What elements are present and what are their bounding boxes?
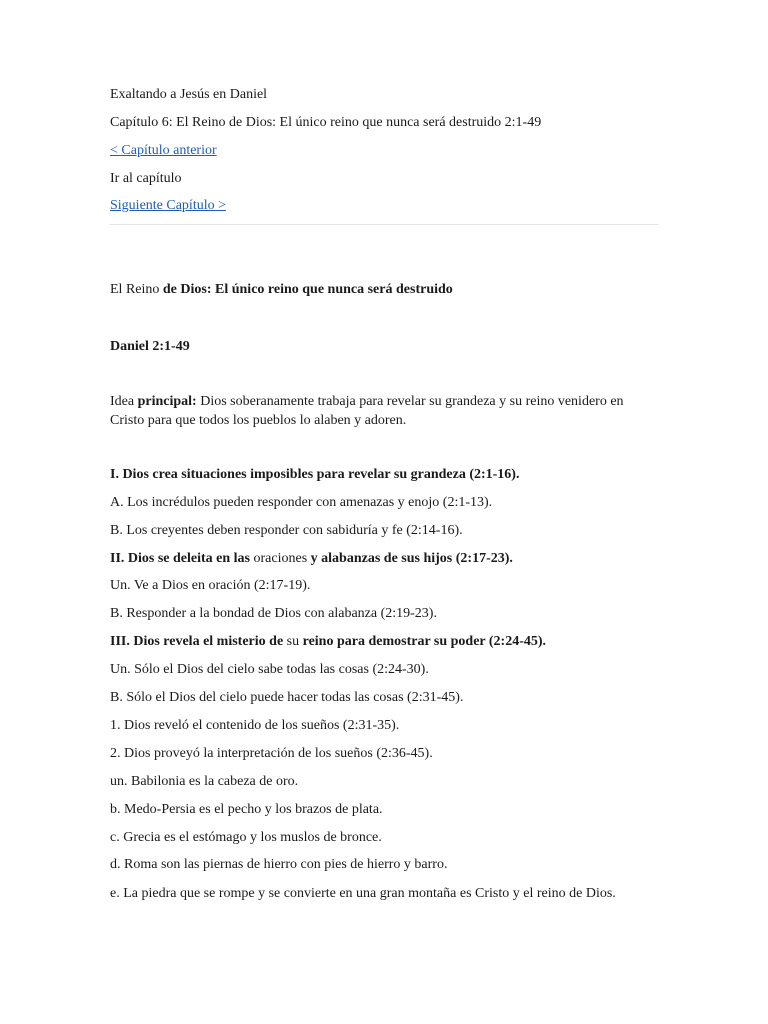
- goto-chapter-label: Ir al capítulo: [110, 171, 182, 186]
- outline-item-e: e. La piedra que se rompe y se convierte en una gran montaña es Cristo y el reino de Dios.: [110, 886, 616, 901]
- outline-point-3-part2: su: [286, 634, 300, 649]
- outline-point-2-part2: oraciones: [253, 551, 308, 566]
- main-idea-label-bold: principal:: [137, 394, 197, 409]
- outline-point-1: [110, 466, 519, 484]
- outline-point-2: [110, 550, 513, 568]
- outline-point-2-part3: y alabanzas de sus hijos (2:17-23).: [310, 551, 513, 566]
- sermon-title: [110, 281, 453, 299]
- sermon-title-bold: de Dios: El único reino que nunca será destruido: [162, 282, 453, 297]
- outline-point-2a: Un. Ve a Dios en oración (2:17-19).: [110, 578, 311, 593]
- outline-item-b: b. Medo-Persia es el pecho y los brazos de plata.: [110, 802, 383, 817]
- outline-point-3-part1: III. Dios revela el misterio de: [110, 634, 284, 649]
- outline-item-a: un. Babilonia es la cabeza de oro.: [110, 774, 299, 789]
- next-chapter-link[interactable]: Siguiente Capítulo >: [110, 198, 226, 213]
- passage-reference: [110, 338, 190, 356]
- outline-point-1b: B. Los creyentes deben responder con sabiduría y fe (2:14-16).: [110, 523, 463, 538]
- header-divider: [110, 224, 658, 225]
- outline-item-d: d. Roma son las piernas de hierro con pies de hierro y barro.: [110, 857, 448, 872]
- outline-point-2b: B. Responder a la bondad de Dios con alabanza (2:19-23).: [110, 606, 437, 621]
- outline-point-2-part1: II. Dios se deleita en las: [110, 551, 250, 566]
- outline-point-3: [110, 633, 546, 651]
- book-title: Exaltando a Jesús en Daniel: [110, 87, 268, 102]
- chapter-title: Capítulo 6: El Reino de Dios: El único reino que nunca será destruido 2:1-49: [110, 115, 542, 130]
- outline-item-c: c. Grecia es el estómago y los muslos de bronce.: [110, 830, 382, 845]
- outline-point-3-part3: reino para demostrar su poder (2:24-45).: [302, 634, 547, 649]
- main-idea-text: Dios soberanamente trabaja para revelar su grandeza y su reino venidero en Cristo para que todos los pueblos lo alaben y adoren.: [110, 394, 624, 428]
- passage-text: Daniel 2:1-49: [110, 339, 190, 354]
- main-idea-label-normal: Idea: [110, 394, 135, 409]
- previous-chapter-link[interactable]: < Capítulo anterior: [110, 143, 217, 158]
- sermon-title-normal: El Reino: [110, 282, 160, 297]
- outline-point-1-text: I. Dios crea situaciones imposibles para revelar su grandeza (2:1-16).: [110, 467, 520, 482]
- main-idea: [110, 392, 640, 430]
- outline-point-1a: A. Los incrédulos pueden responder con amenazas y enojo (2:1-13).: [110, 495, 493, 510]
- outline-sub-2: 2. Dios proveyó la interpretación de los sueños (2:36-45).: [110, 746, 433, 761]
- outline-sub-1: 1. Dios reveló el contenido de los sueños (2:31-35).: [110, 718, 400, 733]
- outline-point-3b: B. Sólo el Dios del cielo puede hacer todas las cosas (2:31-45).: [110, 690, 464, 705]
- outline-point-3a: Un. Sólo el Dios del cielo sabe todas las cosas (2:24-30).: [110, 662, 429, 677]
